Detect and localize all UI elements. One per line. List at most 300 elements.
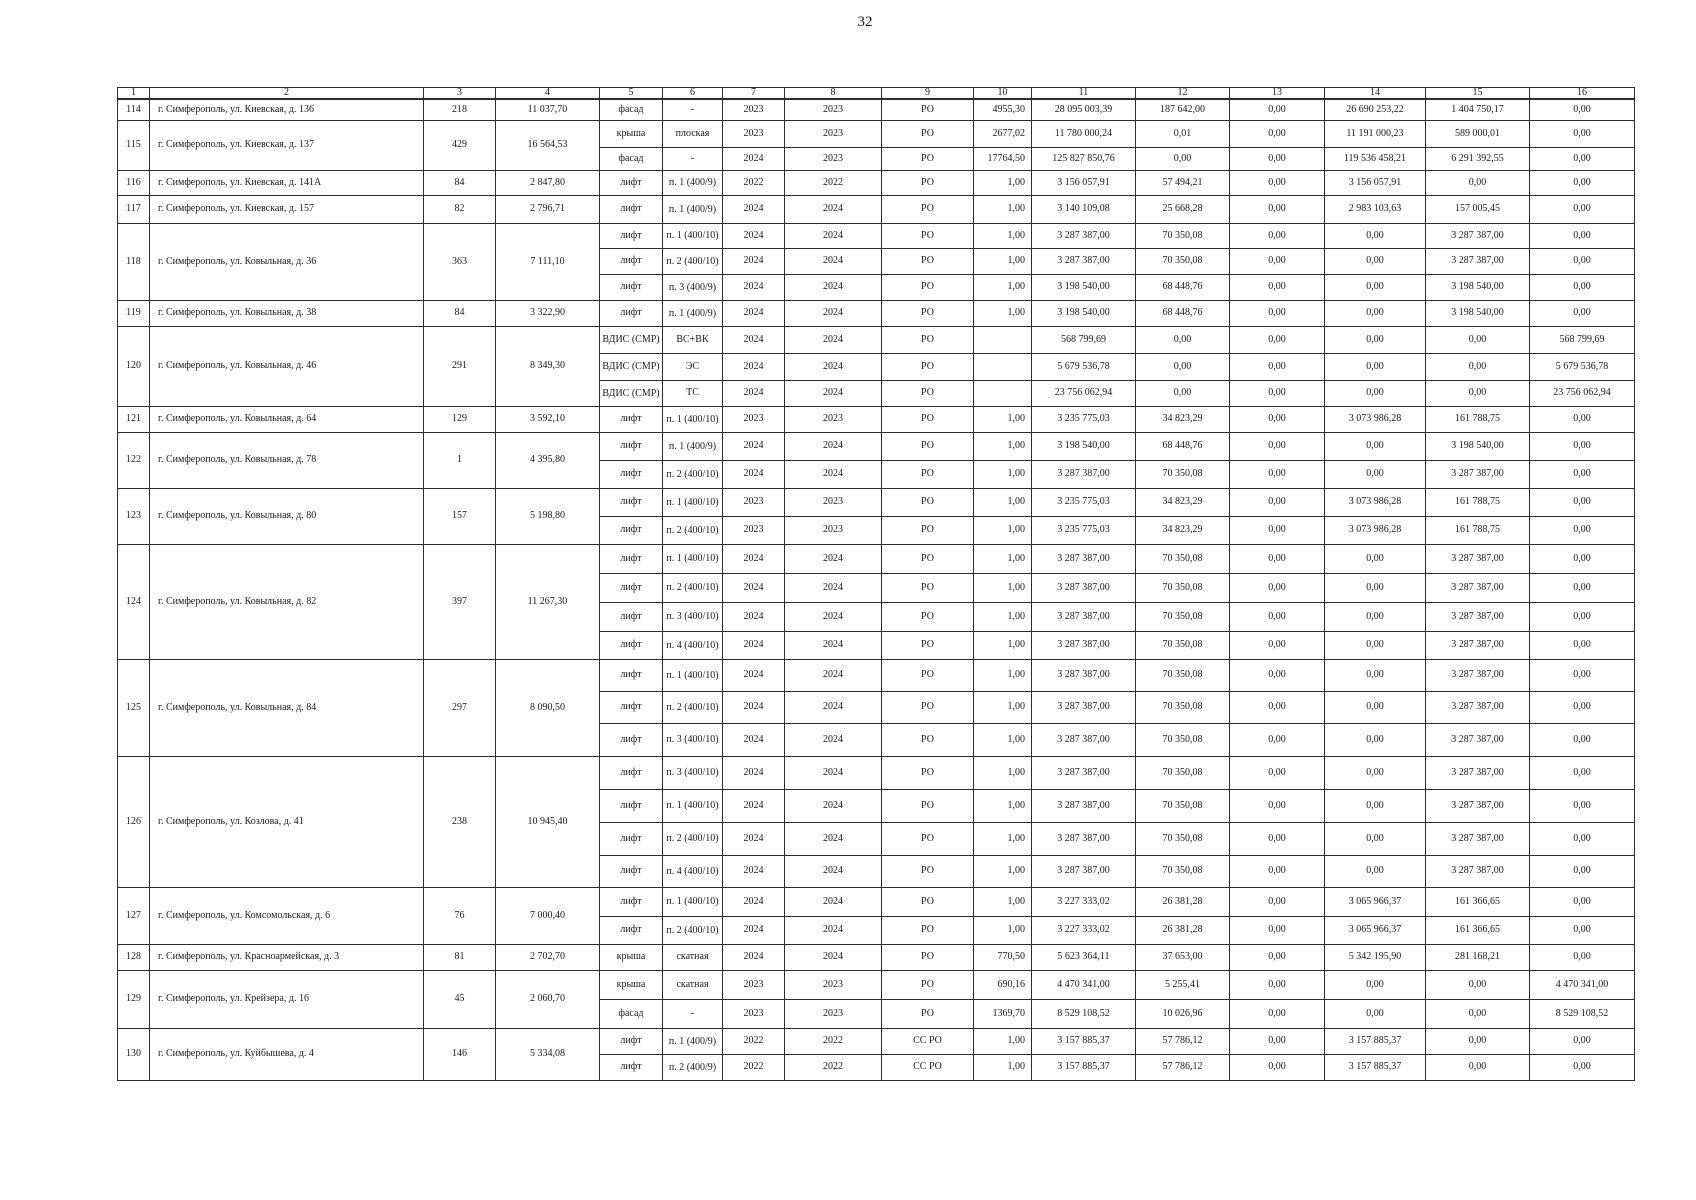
amount-cell: 0,00 (1530, 516, 1635, 544)
volume-cell: 1369,70 (974, 999, 1032, 1028)
volume-cell: 17764,50 (974, 147, 1032, 170)
amount-cell: 0,00 (1530, 944, 1635, 970)
amount-cell: 0,00 (1325, 460, 1426, 488)
work-detail-cell: п. 1 (400/9) (663, 300, 723, 326)
year-planned-cell: 2023 (723, 406, 785, 432)
amount-cell: 0,00 (1325, 380, 1426, 406)
total-cost-cell: 3 140 109,08 (1032, 195, 1136, 223)
volume-cell: 1,00 (974, 274, 1032, 300)
amount-cell: 0,00 (1325, 544, 1426, 573)
year-planned-cell: 2024 (723, 659, 785, 691)
row-number: 119 (118, 300, 150, 326)
amount-cell: 0,00 (1530, 195, 1635, 223)
row-number: 126 (118, 756, 150, 887)
column-header: 2 (150, 88, 424, 100)
area-cell: 11 037,70 (496, 99, 600, 120)
column-header: 5 (600, 88, 663, 100)
column-header: 12 (1136, 88, 1230, 100)
year-planned-cell: 2023 (723, 488, 785, 516)
total-cost-cell: 3 287 387,00 (1032, 602, 1136, 631)
table-row (118, 120, 1635, 147)
residents-cell: 45 (424, 970, 496, 1028)
fund-type-cell: РО (882, 353, 974, 380)
column-header: 8 (785, 88, 882, 100)
amount-cell: 0,00 (1230, 99, 1325, 120)
unit-cost-cell: 10 026,96 (1136, 999, 1230, 1028)
year-planned-cell: 2024 (723, 855, 785, 887)
amount-cell: 3 073 986,28 (1325, 488, 1426, 516)
total-cost-cell: 3 287 387,00 (1032, 573, 1136, 602)
work-detail-cell: п. 2 (400/10) (663, 248, 723, 274)
amount-cell: 281 168,21 (1426, 944, 1530, 970)
row-number: 124 (118, 544, 150, 659)
total-cost-cell: 3 287 387,00 (1032, 789, 1136, 822)
amount-cell: 0,00 (1230, 944, 1325, 970)
volume-cell: 1,00 (974, 170, 1032, 195)
fund-type-cell: РО (882, 822, 974, 855)
capital-repair-table (117, 87, 1635, 1081)
work-type-cell: крыша (600, 120, 663, 147)
year-planned-cell: 2024 (723, 300, 785, 326)
work-type-cell: лифт (600, 887, 663, 916)
work-detail-cell: п. 1 (400/10) (663, 887, 723, 916)
total-cost-cell: 3 235 775,03 (1032, 488, 1136, 516)
row-number: 129 (118, 970, 150, 1028)
amount-cell: 6 291 392,55 (1426, 147, 1530, 170)
year-planned-cell: 2024 (723, 887, 785, 916)
amount-cell: 0,00 (1230, 120, 1325, 147)
work-detail-cell: ЭС (663, 353, 723, 380)
amount-cell: 0,00 (1530, 887, 1635, 916)
table-row (118, 195, 1635, 223)
unit-cost-cell: 70 350,08 (1136, 723, 1230, 756)
unit-cost-cell: 187 642,00 (1136, 99, 1230, 120)
amount-cell: 0,00 (1325, 691, 1426, 723)
work-type-cell: лифт (600, 789, 663, 822)
row-number: 121 (118, 406, 150, 432)
amount-cell: 0,00 (1325, 789, 1426, 822)
amount-cell: 0,00 (1230, 602, 1325, 631)
row-number: 120 (118, 326, 150, 406)
amount-cell: 0,00 (1230, 300, 1325, 326)
year-planned-cell: 2024 (723, 789, 785, 822)
work-type-cell: лифт (600, 822, 663, 855)
amount-cell: 0,00 (1230, 516, 1325, 544)
column-header: 4 (496, 88, 600, 100)
fund-type-cell: СС РО (882, 1054, 974, 1080)
total-cost-cell: 3 227 333,02 (1032, 916, 1136, 944)
total-cost-cell: 3 157 885,37 (1032, 1028, 1136, 1054)
total-cost-cell: 3 198 540,00 (1032, 300, 1136, 326)
fund-type-cell: РО (882, 602, 974, 631)
fund-type-cell: РО (882, 916, 974, 944)
row-number: 127 (118, 887, 150, 944)
year-actual-cell: 2024 (785, 460, 882, 488)
fund-type-cell: РО (882, 432, 974, 460)
work-detail-cell: п. 2 (400/10) (663, 460, 723, 488)
fund-type-cell: РО (882, 789, 974, 822)
table-row (118, 326, 1635, 353)
residents-cell: 146 (424, 1028, 496, 1080)
residents-cell: 157 (424, 488, 496, 544)
work-type-cell: крыша (600, 944, 663, 970)
unit-cost-cell: 70 350,08 (1136, 248, 1230, 274)
work-detail-cell: - (663, 99, 723, 120)
amount-cell: 26 690 253,22 (1325, 99, 1426, 120)
amount-cell: 0,00 (1426, 1028, 1530, 1054)
work-type-cell: лифт (600, 274, 663, 300)
total-cost-cell: 3 287 387,00 (1032, 723, 1136, 756)
year-planned-cell: 2022 (723, 1054, 785, 1080)
fund-type-cell: РО (882, 380, 974, 406)
amount-cell: 23 756 062,94 (1530, 380, 1635, 406)
year-planned-cell: 2024 (723, 544, 785, 573)
amount-cell: 0,00 (1325, 602, 1426, 631)
address-cell: г. Симферополь, ул. Куйбышева, д. 4 (150, 1028, 424, 1080)
amount-cell: 0,00 (1530, 248, 1635, 274)
amount-cell: 0,00 (1325, 855, 1426, 887)
amount-cell: 0,00 (1530, 916, 1635, 944)
work-detail-cell: п. 2 (400/10) (663, 916, 723, 944)
year-actual-cell: 2024 (785, 300, 882, 326)
work-detail-cell: п. 1 (400/9) (663, 1028, 723, 1054)
year-planned-cell: 2024 (723, 353, 785, 380)
amount-cell: 0,00 (1530, 223, 1635, 248)
fund-type-cell: РО (882, 460, 974, 488)
total-cost-cell: 23 756 062,94 (1032, 380, 1136, 406)
work-type-cell: крыша (600, 970, 663, 999)
fund-type-cell: РО (882, 120, 974, 147)
amount-cell: 0,00 (1530, 120, 1635, 147)
row-number: 122 (118, 432, 150, 488)
year-actual-cell: 2024 (785, 248, 882, 274)
amount-cell: 0,00 (1230, 147, 1325, 170)
amount-cell: 5 342 195,90 (1325, 944, 1426, 970)
amount-cell: 0,00 (1230, 999, 1325, 1028)
year-planned-cell: 2024 (723, 147, 785, 170)
year-actual-cell: 2023 (785, 488, 882, 516)
unit-cost-cell: 34 823,29 (1136, 488, 1230, 516)
year-actual-cell: 2024 (785, 916, 882, 944)
year-planned-cell: 2024 (723, 573, 785, 602)
unit-cost-cell: 70 350,08 (1136, 602, 1230, 631)
amount-cell: 0,00 (1325, 353, 1426, 380)
unit-cost-cell: 0,00 (1136, 380, 1230, 406)
total-cost-cell: 3 287 387,00 (1032, 248, 1136, 274)
total-cost-cell: 3 287 387,00 (1032, 659, 1136, 691)
amount-cell: 0,00 (1230, 380, 1325, 406)
work-type-cell: ВДИС (СМР) (600, 326, 663, 353)
row-number: 114 (118, 99, 150, 120)
volume-cell: 1,00 (974, 516, 1032, 544)
year-planned-cell: 2024 (723, 274, 785, 300)
amount-cell: 0,00 (1230, 887, 1325, 916)
work-type-cell: лифт (600, 544, 663, 573)
volume-cell: 1,00 (974, 855, 1032, 887)
area-cell: 2 702,70 (496, 944, 600, 970)
fund-type-cell: РО (882, 691, 974, 723)
table-row (118, 887, 1635, 916)
amount-cell: 0,00 (1325, 970, 1426, 999)
amount-cell: 0,00 (1230, 756, 1325, 789)
unit-cost-cell: 68 448,76 (1136, 300, 1230, 326)
fund-type-cell: РО (882, 970, 974, 999)
volume-cell: 690,16 (974, 970, 1032, 999)
amount-cell: 3 157 885,37 (1325, 1028, 1426, 1054)
fund-type-cell: РО (882, 944, 974, 970)
fund-type-cell: РО (882, 659, 974, 691)
residents-cell: 297 (424, 659, 496, 756)
year-actual-cell: 2024 (785, 602, 882, 631)
row-number: 128 (118, 944, 150, 970)
amount-cell: 0,00 (1230, 406, 1325, 432)
work-type-cell: лифт (600, 756, 663, 789)
total-cost-cell: 3 287 387,00 (1032, 223, 1136, 248)
year-actual-cell: 2022 (785, 1028, 882, 1054)
work-type-cell: лифт (600, 300, 663, 326)
total-cost-cell: 3 287 387,00 (1032, 460, 1136, 488)
year-actual-cell: 2024 (785, 573, 882, 602)
total-cost-cell: 5 679 536,78 (1032, 353, 1136, 380)
amount-cell: 119 536 458,21 (1325, 147, 1426, 170)
year-planned-cell: 2023 (723, 970, 785, 999)
amount-cell: 0,00 (1230, 855, 1325, 887)
year-actual-cell: 2023 (785, 147, 882, 170)
column-header: 13 (1230, 88, 1325, 100)
column-header: 7 (723, 88, 785, 100)
area-cell: 3 322,90 (496, 300, 600, 326)
year-planned-cell: 2024 (723, 756, 785, 789)
amount-cell: 0,00 (1325, 659, 1426, 691)
unit-cost-cell: 68 448,76 (1136, 432, 1230, 460)
year-actual-cell: 2024 (785, 944, 882, 970)
fund-type-cell: РО (882, 300, 974, 326)
volume-cell: 1,00 (974, 544, 1032, 573)
amount-cell: 0,00 (1426, 970, 1530, 999)
table-row (118, 944, 1635, 970)
amount-cell: 0,00 (1530, 659, 1635, 691)
amount-cell: 0,00 (1230, 170, 1325, 195)
amount-cell: 0,00 (1530, 631, 1635, 659)
unit-cost-cell: 70 350,08 (1136, 691, 1230, 723)
year-planned-cell: 2024 (723, 723, 785, 756)
work-detail-cell: п. 1 (400/10) (663, 488, 723, 516)
unit-cost-cell: 26 381,28 (1136, 887, 1230, 916)
amount-cell: 0,00 (1230, 326, 1325, 353)
year-actual-cell: 2024 (785, 326, 882, 353)
work-detail-cell: п. 1 (400/10) (663, 789, 723, 822)
work-detail-cell: п. 1 (400/9) (663, 170, 723, 195)
amount-cell: 0,00 (1325, 999, 1426, 1028)
unit-cost-cell: 0,00 (1136, 147, 1230, 170)
work-type-cell: лифт (600, 855, 663, 887)
total-cost-cell: 8 529 108,52 (1032, 999, 1136, 1028)
residents-cell: 429 (424, 120, 496, 170)
work-detail-cell: скатная (663, 944, 723, 970)
unit-cost-cell: 34 823,29 (1136, 516, 1230, 544)
work-detail-cell: п. 3 (400/10) (663, 602, 723, 631)
amount-cell: 161 366,65 (1426, 916, 1530, 944)
year-actual-cell: 2024 (785, 822, 882, 855)
work-type-cell: лифт (600, 691, 663, 723)
work-type-cell: лифт (600, 916, 663, 944)
unit-cost-cell: 0,00 (1136, 353, 1230, 380)
work-detail-cell: п. 2 (400/10) (663, 822, 723, 855)
amount-cell: 568 799,69 (1530, 326, 1635, 353)
amount-cell: 0,00 (1230, 223, 1325, 248)
row-number: 123 (118, 488, 150, 544)
area-cell: 7 111,10 (496, 223, 600, 300)
total-cost-cell: 3 235 775,03 (1032, 516, 1136, 544)
amount-cell: 3 287 387,00 (1426, 248, 1530, 274)
amount-cell: 0,00 (1325, 248, 1426, 274)
year-actual-cell: 2022 (785, 170, 882, 195)
volume-cell: 1,00 (974, 916, 1032, 944)
volume-cell: 1,00 (974, 488, 1032, 516)
area-cell: 2 847,80 (496, 170, 600, 195)
amount-cell: 0,00 (1230, 353, 1325, 380)
amount-cell: 0,00 (1230, 573, 1325, 602)
volume-cell: 1,00 (974, 432, 1032, 460)
residents-cell: 82 (424, 195, 496, 223)
column-header: 10 (974, 88, 1032, 100)
row-number: 118 (118, 223, 150, 300)
row-number: 130 (118, 1028, 150, 1080)
column-header: 3 (424, 88, 496, 100)
amount-cell: 0,00 (1230, 248, 1325, 274)
area-cell: 8 349,30 (496, 326, 600, 406)
area-cell: 7 000,40 (496, 887, 600, 944)
amount-cell: 0,00 (1230, 723, 1325, 756)
column-header: 9 (882, 88, 974, 100)
year-planned-cell: 2024 (723, 248, 785, 274)
year-planned-cell: 2024 (723, 195, 785, 223)
amount-cell: 0,00 (1426, 170, 1530, 195)
work-type-cell: лифт (600, 631, 663, 659)
amount-cell: 0,00 (1230, 460, 1325, 488)
unit-cost-cell: 57 786,12 (1136, 1028, 1230, 1054)
volume-cell: 1,00 (974, 631, 1032, 659)
work-type-cell: лифт (600, 1028, 663, 1054)
table-row (118, 544, 1635, 573)
year-actual-cell: 2024 (785, 887, 882, 916)
area-cell: 11 267,30 (496, 544, 600, 659)
year-actual-cell: 2023 (785, 120, 882, 147)
fund-type-cell: РО (882, 756, 974, 789)
fund-type-cell: РО (882, 631, 974, 659)
address-cell: г. Симферополь, ул. Ковыльная, д. 78 (150, 432, 424, 488)
work-detail-cell: п. 2 (400/9) (663, 1054, 723, 1080)
area-cell: 2 060,70 (496, 970, 600, 1028)
unit-cost-cell: 70 350,08 (1136, 573, 1230, 602)
amount-cell: 0,00 (1426, 326, 1530, 353)
work-type-cell: лифт (600, 573, 663, 602)
total-cost-cell: 5 623 364,11 (1032, 944, 1136, 970)
residents-cell: 84 (424, 170, 496, 195)
unit-cost-cell: 70 350,08 (1136, 756, 1230, 789)
unit-cost-cell: 34 823,29 (1136, 406, 1230, 432)
amount-cell: 8 529 108,52 (1530, 999, 1635, 1028)
volume-cell: 1,00 (974, 602, 1032, 631)
year-actual-cell: 2024 (785, 353, 882, 380)
total-cost-cell: 4 470 341,00 (1032, 970, 1136, 999)
amount-cell: 5 679 536,78 (1530, 353, 1635, 380)
residents-cell: 218 (424, 99, 496, 120)
year-planned-cell: 2024 (723, 223, 785, 248)
area-cell: 10 945,40 (496, 756, 600, 887)
volume-cell: 1,00 (974, 248, 1032, 274)
work-type-cell: лифт (600, 223, 663, 248)
year-planned-cell: 2024 (723, 944, 785, 970)
amount-cell: 0,00 (1230, 274, 1325, 300)
unit-cost-cell: 68 448,76 (1136, 274, 1230, 300)
work-detail-cell: п. 3 (400/10) (663, 723, 723, 756)
year-planned-cell: 2024 (723, 460, 785, 488)
residents-cell: 84 (424, 300, 496, 326)
work-type-cell: лифт (600, 723, 663, 756)
work-detail-cell: п. 2 (400/10) (663, 573, 723, 602)
amount-cell: 0,00 (1530, 1054, 1635, 1080)
volume-cell: 1,00 (974, 1028, 1032, 1054)
amount-cell: 3 198 540,00 (1426, 274, 1530, 300)
amount-cell: 0,00 (1530, 756, 1635, 789)
volume-cell (974, 353, 1032, 380)
year-actual-cell: 2024 (785, 544, 882, 573)
volume-cell: 770,50 (974, 944, 1032, 970)
amount-cell: 3 198 540,00 (1426, 432, 1530, 460)
work-type-cell: лифт (600, 602, 663, 631)
amount-cell: 2 983 103,63 (1325, 195, 1426, 223)
fund-type-cell: РО (882, 147, 974, 170)
table-row (118, 756, 1635, 789)
address-cell: г. Симферополь, ул. Ковыльная, д. 80 (150, 488, 424, 544)
amount-cell: 0,00 (1230, 544, 1325, 573)
amount-cell: 11 191 000,23 (1325, 120, 1426, 147)
total-cost-cell: 3 157 885,37 (1032, 1054, 1136, 1080)
area-cell: 5 334,08 (496, 1028, 600, 1080)
year-actual-cell: 2024 (785, 195, 882, 223)
amount-cell: 0,00 (1325, 300, 1426, 326)
volume-cell: 1,00 (974, 573, 1032, 602)
work-type-cell: лифт (600, 195, 663, 223)
fund-type-cell: РО (882, 406, 974, 432)
row-number: 125 (118, 659, 150, 756)
row-number: 116 (118, 170, 150, 195)
work-detail-cell: ВС+ВК (663, 326, 723, 353)
amount-cell: 3 157 885,37 (1325, 1054, 1426, 1080)
total-cost-cell: 3 287 387,00 (1032, 544, 1136, 573)
volume-cell: 1,00 (974, 460, 1032, 488)
total-cost-cell: 11 780 000,24 (1032, 120, 1136, 147)
work-type-cell: лифт (600, 432, 663, 460)
amount-cell: 0,00 (1230, 789, 1325, 822)
unit-cost-cell: 70 350,08 (1136, 822, 1230, 855)
amount-cell: 4 470 341,00 (1530, 970, 1635, 999)
amount-cell: 0,00 (1230, 432, 1325, 460)
amount-cell: 3 287 387,00 (1426, 544, 1530, 573)
amount-cell: 0,00 (1426, 353, 1530, 380)
total-cost-cell: 3 287 387,00 (1032, 855, 1136, 887)
amount-cell: 3 287 387,00 (1426, 691, 1530, 723)
amount-cell: 589 000,01 (1426, 120, 1530, 147)
amount-cell: 0,00 (1530, 723, 1635, 756)
amount-cell: 3 287 387,00 (1426, 223, 1530, 248)
work-type-cell: ВДИС (СМР) (600, 353, 663, 380)
amount-cell: 0,00 (1530, 432, 1635, 460)
unit-cost-cell: 70 350,08 (1136, 631, 1230, 659)
amount-cell: 0,00 (1530, 855, 1635, 887)
unit-cost-cell: 37 653,00 (1136, 944, 1230, 970)
